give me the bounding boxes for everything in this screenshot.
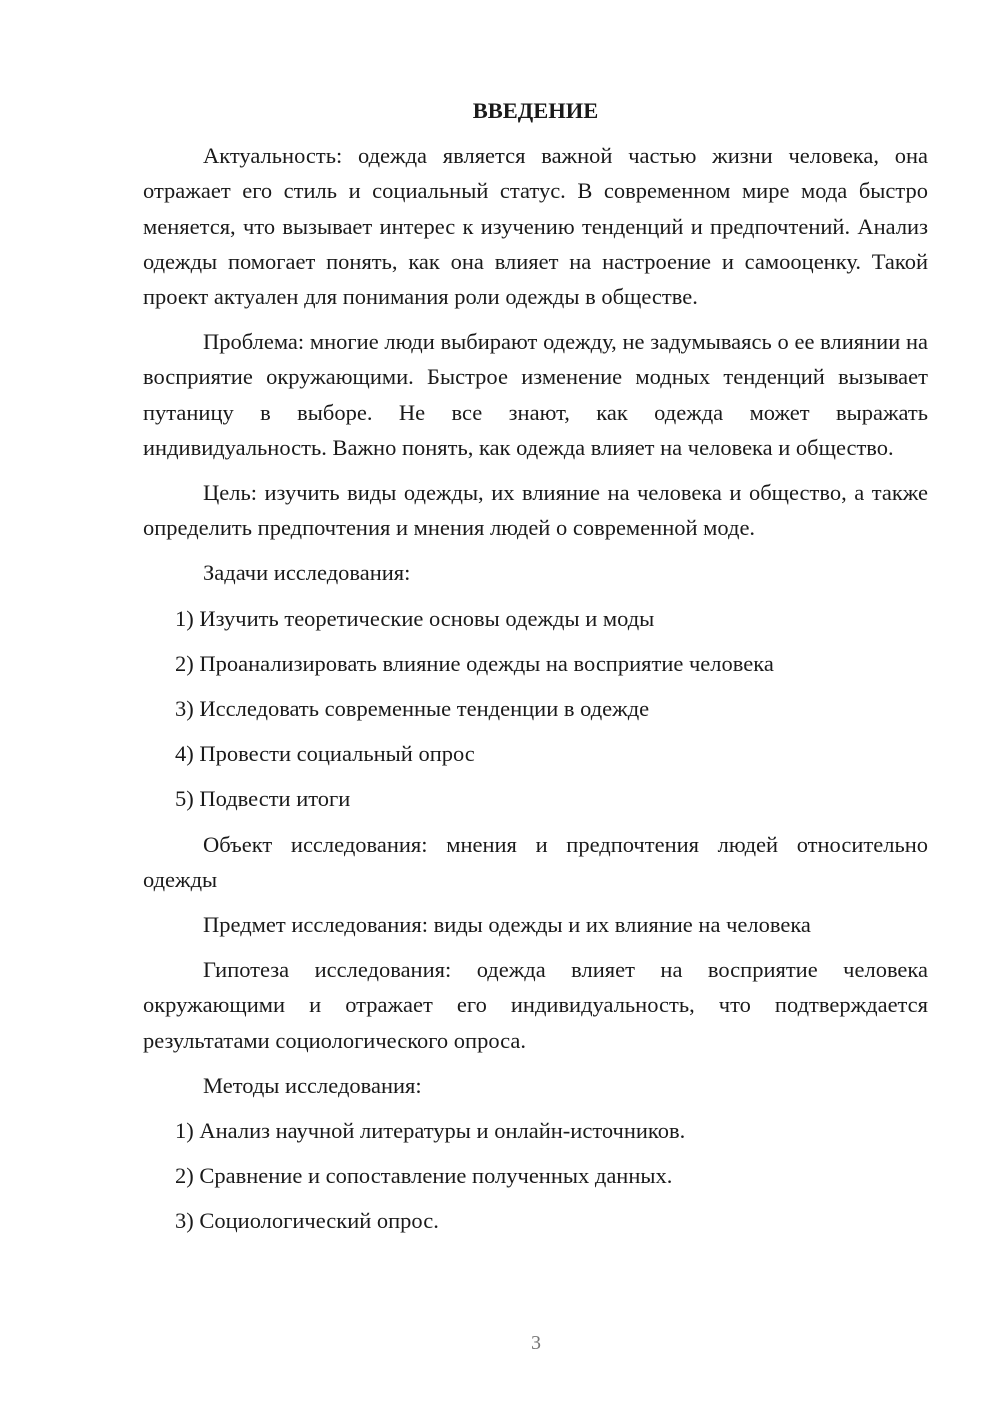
subject-paragraph: Предмет исследования: виды одежды и их влияние на человека xyxy=(203,912,811,938)
list-item: 4) Провести социальный опрос xyxy=(175,741,475,767)
list-item: 3) Исследовать современные тенденции в одежде xyxy=(175,696,650,722)
list-item: 3) Социологический опрос. xyxy=(175,1208,439,1234)
methods-heading: Методы исследования: xyxy=(203,1072,422,1098)
list-item: 5) Подвести итоги xyxy=(175,786,351,812)
tasks-list xyxy=(143,601,928,817)
tasks-heading: Задачи исследования: xyxy=(203,560,411,586)
problem-paragraph: Проблема: многие люди выбирают одежду, не задумываясь о ее влиянии на восприятие окружающими. Быстрое изменение модных тенденций вызывает путаницу в выборе. Не все знают, как одежда может выражать индивидуальность. Важно понять, как одежда влияет на человека и общество. xyxy=(143,329,928,460)
page-number: 3 xyxy=(531,1332,541,1354)
goal-paragraph: Цель: изучить виды одежды, их влияние на человека и общество, а также определить предпочтения и мнения людей о современной моде. xyxy=(143,480,928,541)
relevance-paragraph: Актуальность: одежда является важной частью жизни человека, она отражает его стиль и социальный статус. В современном мире мода быстро меняется, что вызывает интерес к изучению тенденций и предпочтений. Анализ одежды помогает понять, как она влияет на настроение и самооценку. Такой проект актуален для понимания роли одежды в обществе. xyxy=(143,143,928,310)
section-title: ВВЕДЕНИЕ xyxy=(472,98,599,123)
methods-list xyxy=(143,1113,928,1239)
list-item: 1) Анализ научной литературы и онлайн-источников. xyxy=(175,1118,686,1144)
list-item: 2) Сравнение и сопоставление полученных данных. xyxy=(175,1163,673,1189)
object-paragraph: Объект исследования: мнения и предпочтения людей относительно одежды xyxy=(143,831,928,892)
list-item: 1) Изучить теоретические основы одежды и моды xyxy=(175,605,655,631)
list-item: 2) Проанализировать влияние одежды на восприятие человека xyxy=(175,650,774,676)
hypothesis-paragraph: Гипотеза исследования: одежда влияет на восприятие человека окружающими и отражает его индивидуальность, что подтверждается результатами социологического опроса. xyxy=(143,957,928,1053)
document-page xyxy=(143,93,928,1249)
